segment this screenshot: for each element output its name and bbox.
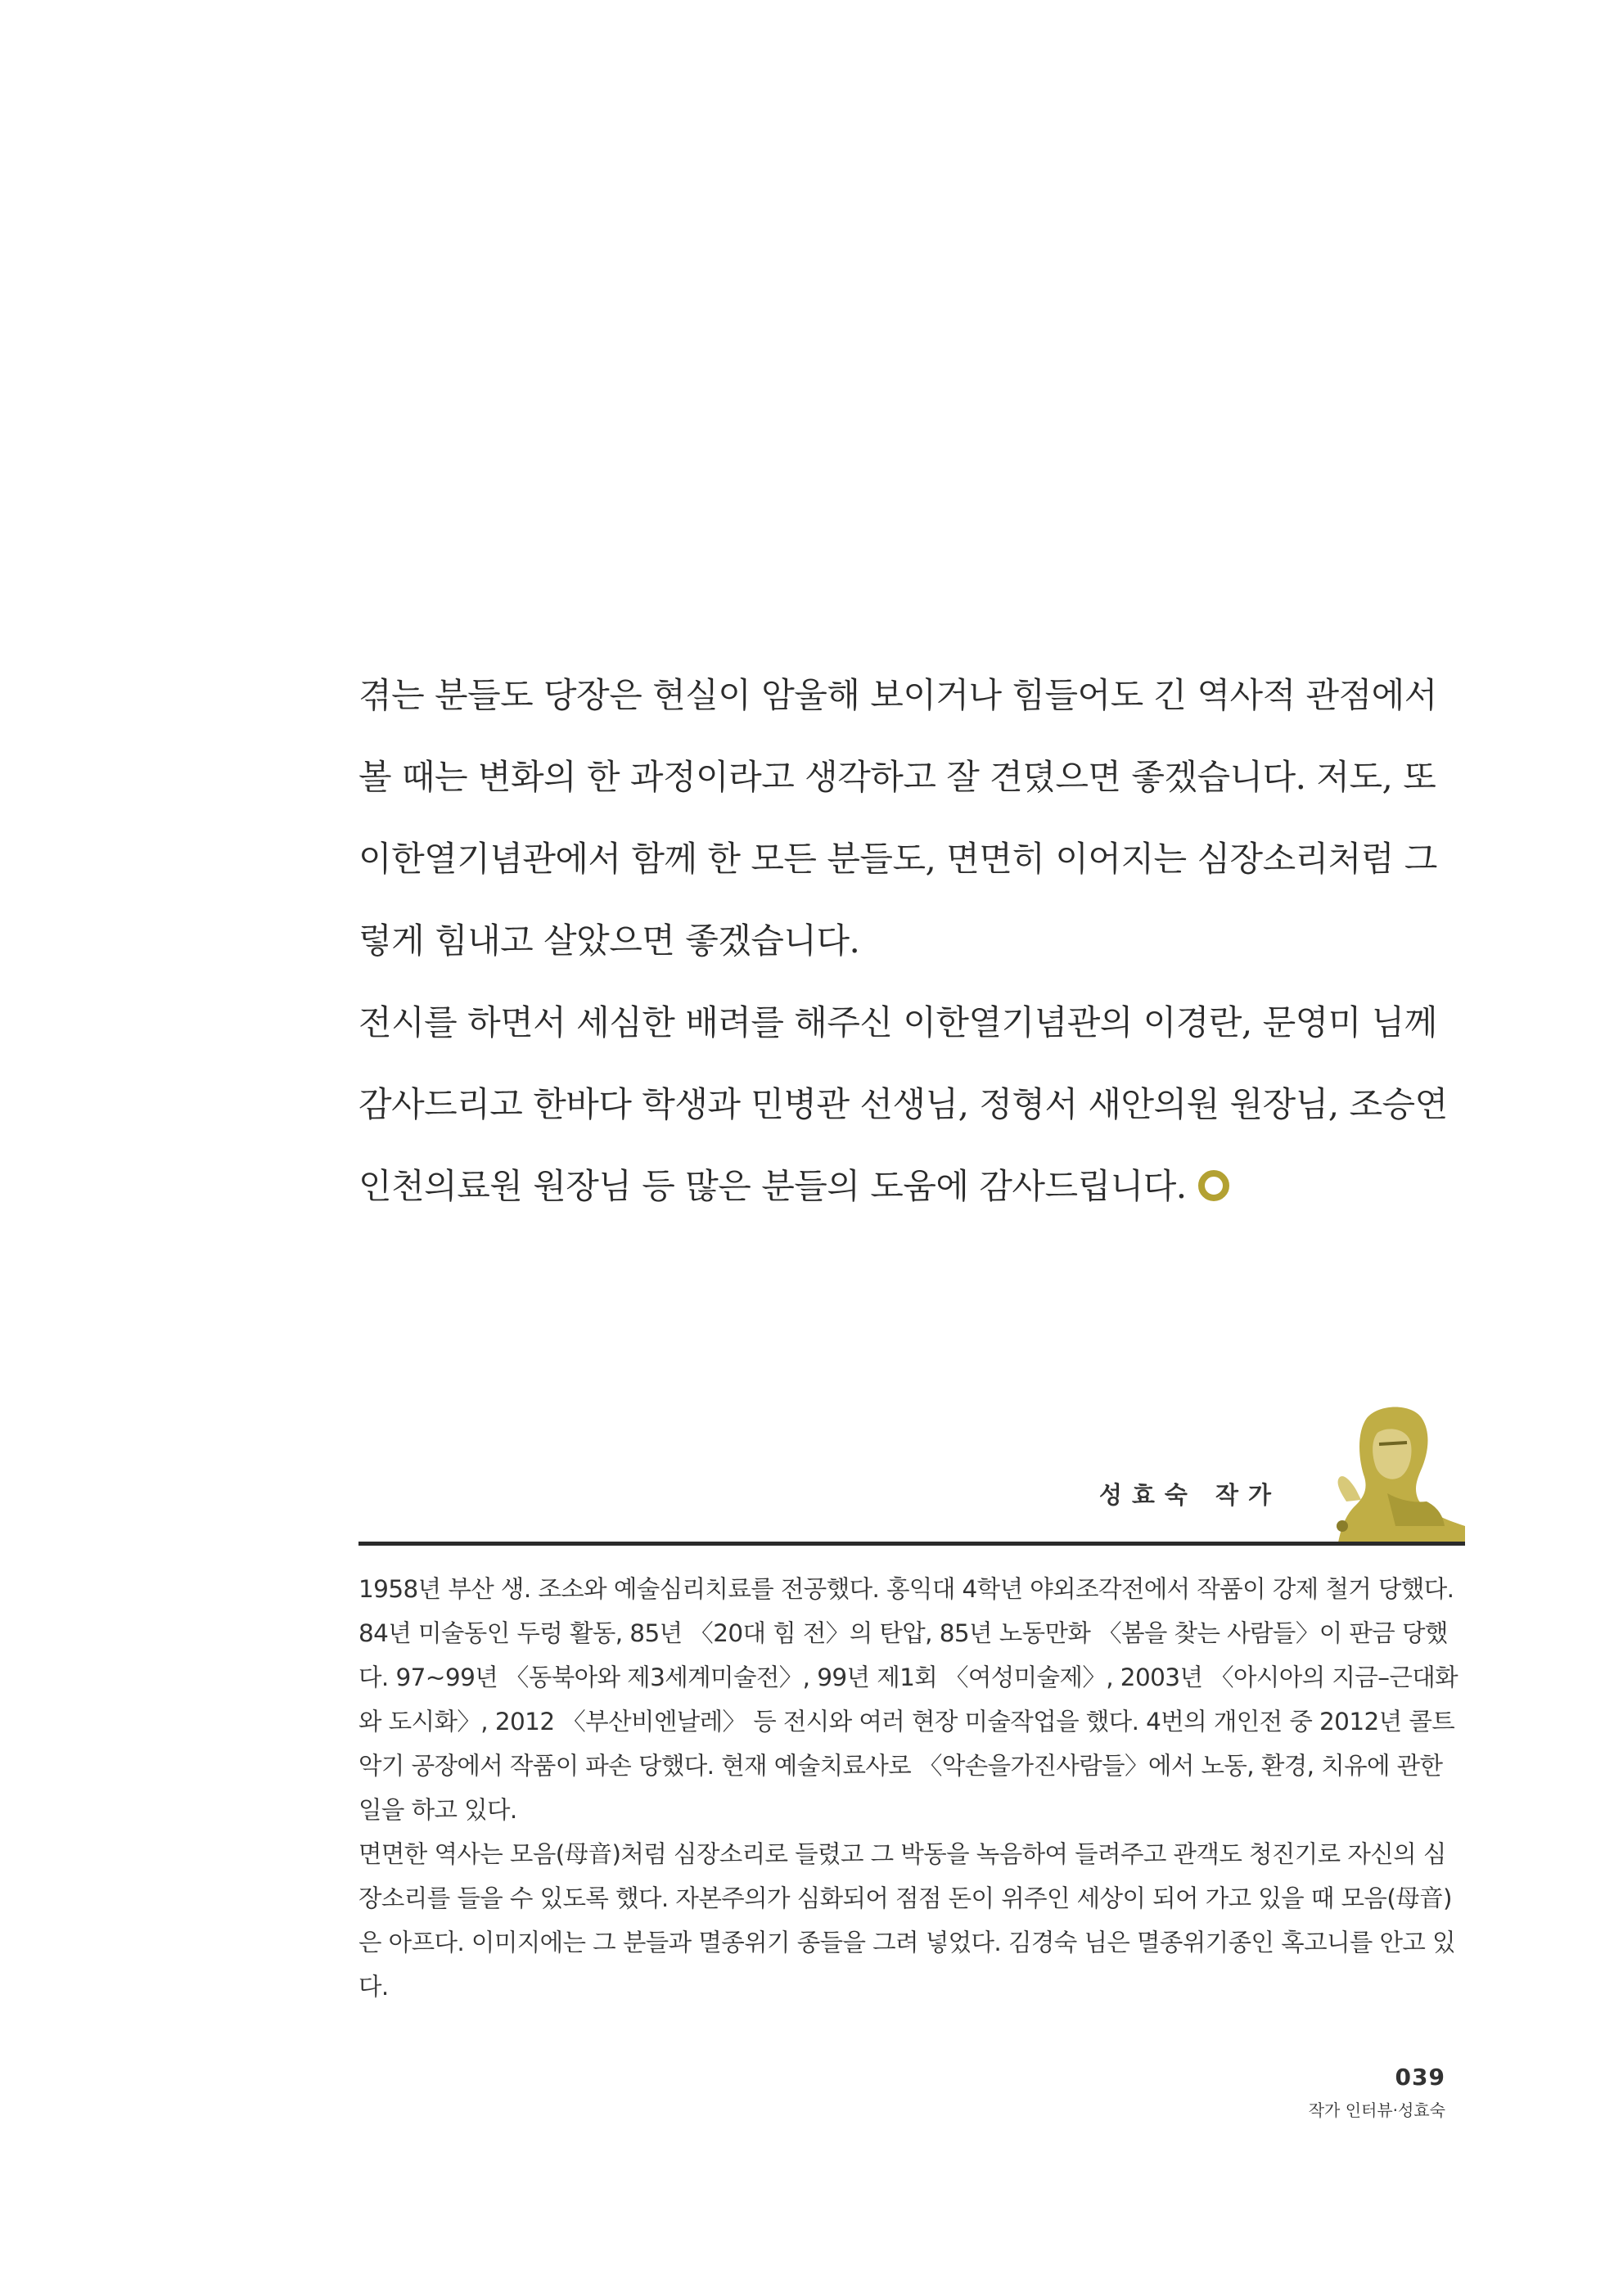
author-bio bbox=[358, 1567, 1465, 2009]
main-paragraph-2-text: 전시를 하면서 세심한 배려를 해주신 이한열기념관의 이경란, 문영미 님께 감사드리고 한바다 학생과 민병관 선생님, 정형서 새안의원 원장님, 조승연 인천의료원 원장님 등 많은 분들의 도움에 감사드립니다. bbox=[358, 1002, 1448, 1206]
page-footer bbox=[1309, 2064, 1445, 2121]
bio-paragraph-1: 1958년 부산 생. 조소와 예술심리치료를 전공했다. 홍익대 4학년 야외조각전에서 작품이 강제 철거 당했다. 84년 미술동인 두렁 활동, 85년 〈20대 힘 전〉의 탄압, 85년 노동만화 〈봄을 찾는 사람들〉이 판금 당했다. 97~99년 〈동북아와 제3세계미술전〉, 99년 제1회 〈여성미술제〉, 2003년 〈아시아의 지금–근대화와 도시화〉, 2012 〈부산비엔날레〉 등 전시와 여러 현장 미술작업을 했다. 4번의 개인전 중 2012년 콜트악기 공장에서 작품이 파손 당했다. 현재 예술치료사로 〈악손을가진사람들〉에서 노동, 환경, 치유에 관한 일을 하고 있다. bbox=[358, 1575, 1458, 1824]
page-number: 039 bbox=[1395, 2064, 1445, 2091]
main-paragraph-1: 겪는 분들도 당장은 현실이 암울해 보이거나 힘들어도 긴 역사적 관점에서 볼 때는 변화의 한 과정이라고 생각하고 잘 견뎠으면 좋겠습니다. 저도, 또 이한열기념관에서 함께 한 모든 분들도, 면면히 이어지는 심장소리처럼 그렇게 힘내고 살았으면 좋겠습니다. bbox=[358, 675, 1437, 961]
section-divider bbox=[358, 1542, 1465, 1546]
main-text bbox=[358, 655, 1465, 1227]
end-mark-icon bbox=[1198, 1170, 1229, 1201]
author-name: 성효숙 작가 bbox=[1098, 1481, 1281, 1509]
section-label: 작가 인터뷰·성효숙 bbox=[1308, 2100, 1445, 2120]
author-portrait bbox=[1322, 1403, 1465, 1542]
author-header bbox=[358, 1403, 1465, 1542]
bio-paragraph-2: 면면한 역사는 모음(母音)처럼 심장소리로 들렸고 그 박동을 녹음하여 들려주고 관객도 청진기로 자신의 심장소리를 들을 수 있도록 했다. 자본주의가 심화되어 점점 돈이 위주인 세상이 되어 가고 있을 때 모음(母音)은 아프다. 이미지에는 그 분들과 멸종위기 종들을 그려 넣었다. 김경숙 님은 멸종위기종인 혹고니를 안고 있다. bbox=[358, 1840, 1456, 2001]
main-paragraph-2 bbox=[358, 982, 1465, 1227]
